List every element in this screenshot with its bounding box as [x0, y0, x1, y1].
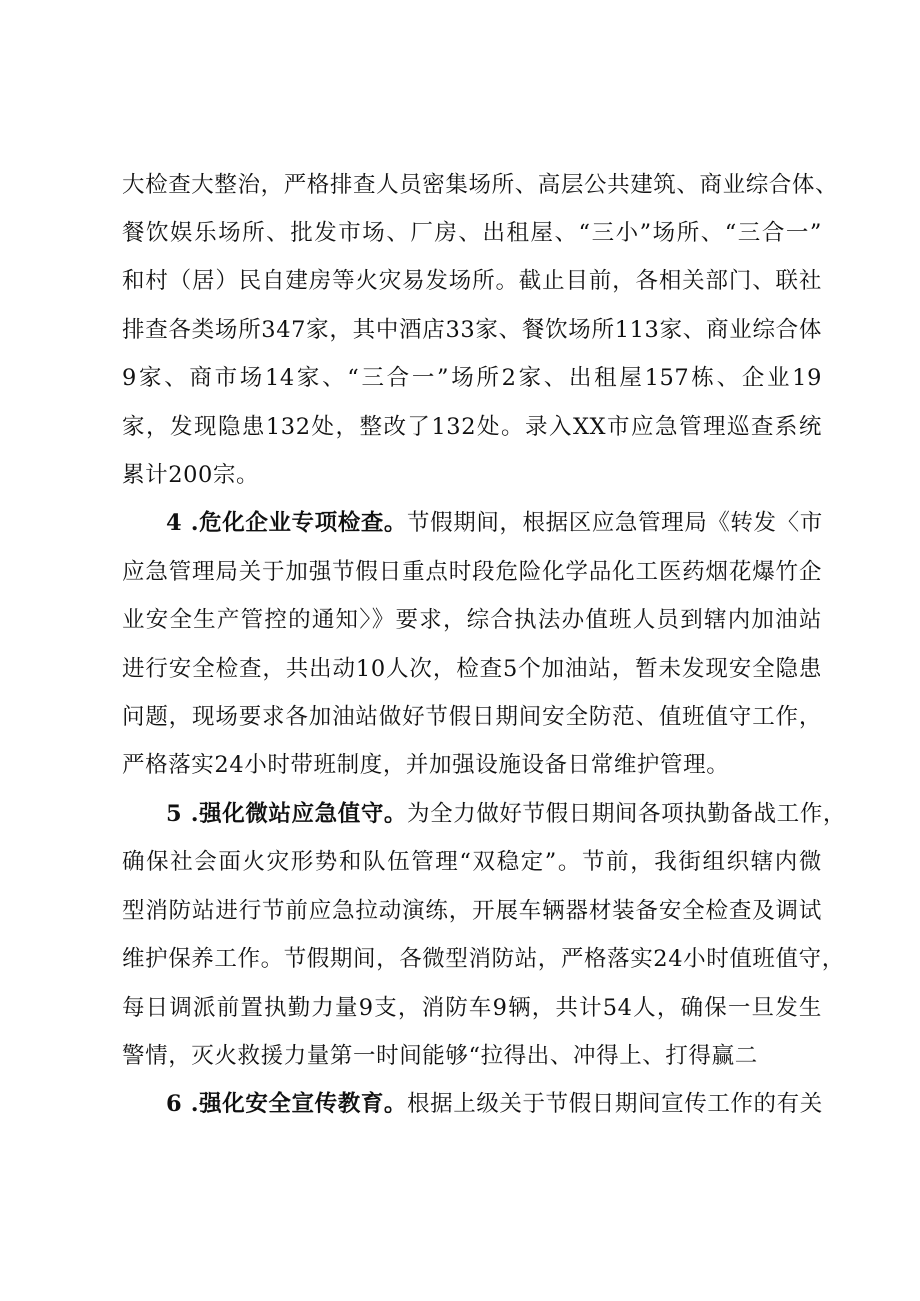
section-4-first-line-text: 节假期间，根据区应急管理局《转发〈市: [407, 510, 823, 536]
section-4-line-5: 问题，现场要求各加油站做好节假日期间安全防范、值班值守工作，: [122, 704, 822, 730]
section-5-first-line-text: 为全力做好节假日期间各项执勤备战工作，: [407, 801, 846, 827]
section-4-heading: 4 .危化企业专项检查。: [166, 510, 408, 536]
section-4-first-line: [166, 508, 822, 538]
paragraph-1-line-6: 家，发现隐患132处，整改了132处。录入XX市应急管理巡查系统: [122, 414, 822, 440]
paragraph-1-line-3: 和村（居）民自建房等火灾易发场所。截止目前，各相关部门、联社: [122, 268, 822, 294]
section-6-first-line: [166, 1089, 822, 1119]
section-5-line-5: 每日调派前置执勤力量9支，消防车9辆，共计54人，确保一旦发生: [122, 995, 822, 1021]
section-5-heading: 5 .强化微站应急值守。: [166, 801, 408, 827]
section-5-line-6: 警情，灭火救援力量第一时间能够“拉得出、冲得上、打得赢二: [122, 1043, 758, 1069]
section-5-line-4: 维护保养工作。节假期间，各微型消防站，严格落实24小时值班值守，: [122, 946, 845, 972]
paragraph-1-line-7: 累计200宗。: [122, 462, 260, 488]
section-4-line-4: 进行安全检查，共出动10人次，检查5个加油站，暂未发现安全隐患: [122, 656, 822, 682]
section-5-line-3: 型消防站进行节前应急拉动演练，开展车辆器材装备安全检查及调试: [122, 898, 822, 924]
section-5-first-line: [166, 799, 846, 829]
section-6-first-line-text: 根据上级关于节假日期间宣传工作的有关: [407, 1091, 823, 1117]
paragraph-1-line-5: 9家、商市场14家、“三合一”场所2家、出租屋157栋、企业19: [122, 365, 822, 391]
section-6-heading: 6 .强化安全宣传教育。: [166, 1091, 408, 1117]
paragraph-1-line-2: 餐饮娱乐场所、批发市场、厂房、出租屋、“三小”场所、“三合一”: [122, 220, 822, 246]
section-5-line-2: 确保社会面火灾形势和队伍管理“双稳定”。节前，我街组织辖内微: [122, 849, 822, 875]
section-4-line-3: 业安全生产管控的通知〉》要求，综合执法办值班人员到辖内加油站: [122, 607, 822, 633]
section-4-line-2: 应急管理局关于加强节假日重点时段危险化学品化工医药烟花爆竹企: [122, 559, 822, 585]
paragraph-1-line-1: 大检查大整治，严格排查人员密集场所、高层公共建筑、商业综合体、: [122, 172, 839, 198]
section-4-line-6: 严格落实24小时带班制度，并加强设施设备日常维护管理。: [122, 752, 730, 778]
paragraph-1-line-4: 排查各类场所347家，其中酒店33家、餐饮场所113家、商业综合体: [122, 317, 822, 343]
